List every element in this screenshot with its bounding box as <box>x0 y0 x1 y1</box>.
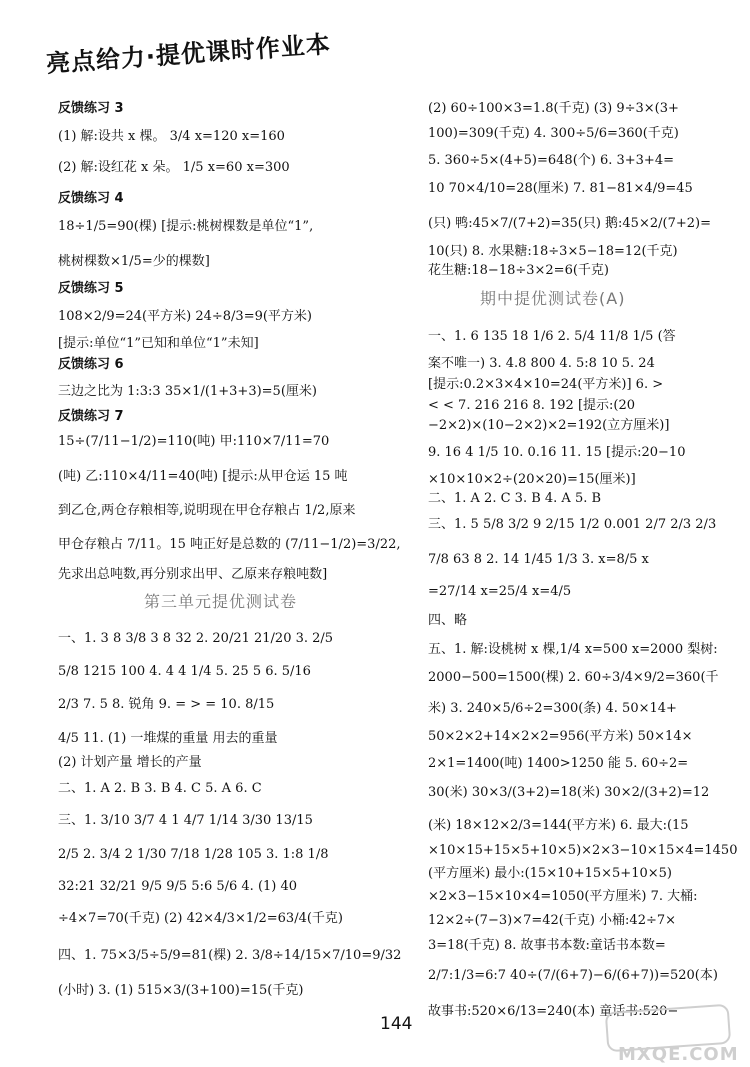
answer-line: 四、1. 75×3/5÷5/9=81(棵) 2. 3/8÷14/15×7/10=9/32 <box>58 948 402 963</box>
answer-line: < < 7. 216 216 8. 192 [提示:(20 <box>428 398 636 413</box>
answer-line: ×10×10×2÷(20×20)=15(厘米)] <box>428 472 636 487</box>
answer-line: 32:21 32/21 9/5 9/5 5:6 5/6 4. (1) 40 <box>58 879 298 894</box>
answer-line: 二、1. A 2. B 3. B 4. C 5. A 6. C <box>58 781 262 796</box>
answer-line: (2) 计划产量 增长的产量 <box>58 755 202 770</box>
answer-line: 15÷(7/11−1/2)=110(吨) 甲:110×7/11=70 <box>58 434 330 449</box>
answer-line: 一、1. 6 135 18 1/6 2. 5/4 11/8 1/5 (答 <box>428 329 676 344</box>
answer-line: [提示:单位“1”已知和单位“1”未知] <box>58 336 259 351</box>
answer-line: 5/8 1215 100 4. 4 4 1/4 5. 25 5 6. 5/16 <box>58 664 311 679</box>
section-title: 期中提优测试卷(A) <box>480 289 626 308</box>
answer-line: 花生糖:18−18÷3×2=6(千克) <box>428 263 609 278</box>
answer-line: [提示:0.2×3×4×10=24(平方米)] 6. > <box>428 377 664 392</box>
answer-line: −2×2)×(10−2×2)×2=192(立方厘米)] <box>428 418 670 433</box>
answer-line: 故事书:520×6/13=240(本) 童话书:520− <box>428 1004 679 1019</box>
answer-line: 案不唯一) 3. 4.8 800 4. 5:8 10 5. 24 <box>428 356 655 371</box>
exercise-heading: 反馈练习 3 <box>58 101 124 116</box>
answer-line: (小时) 3. (1) 515×3/(3+100)=15(千克) <box>58 983 304 998</box>
answer-line: 到乙仓,两仓存粮相等,说明现在甲仓存粮占 1/2,原来 <box>58 503 356 518</box>
answer-line: 108×2/9=24(平方米) 24÷8/3=9(平方米) <box>58 309 313 324</box>
answer-line: 4/5 11. (1) 一堆煤的重量 用去的重量 <box>58 731 278 746</box>
answer-line: (米) 18×12×2/3=144(平方米) 6. 最大:(15 <box>428 818 689 833</box>
answer-line: 2000−500=1500(棵) 2. 60÷3/4×9/2=360(千 <box>428 670 719 685</box>
answer-line: ×10×15+15×5+10×5)×2×3−10×15×4=1450 <box>428 843 738 858</box>
answer-line: (2) 60÷100×3=1.8(千克) (3) 9÷3×(3+ <box>428 101 679 116</box>
answer-line: 2/3 7. 5 8. 锐角 9. = > = 10. 8/15 <box>58 697 275 712</box>
answer-line: 一、1. 3 8 3/8 3 8 32 2. 20/21 21/20 3. 2/5 <box>58 631 334 646</box>
answer-line: 50×2×2+14×2×2=956(平方米) 50×14× <box>428 729 693 744</box>
answer-line: 甲仓存粮占 7/11。15 吨正好是总数的 (7/11−1/2)=3/22, <box>58 537 401 552</box>
answer-line: 2×1=1400(吨) 1400>1250 能 5. 60÷2= <box>428 756 689 771</box>
answer-line: 先求出总吨数,再分别求出甲、乙原来存粮吨数] <box>58 567 328 582</box>
book-title: 亮点给力·提优课时作业本 <box>45 30 332 78</box>
answer-line: 30(米) 30×3/(3+2)=18(米) 30×2/(3+2)=12 <box>428 785 710 800</box>
answer-line: 12×2÷(7−3)×7=42(千克) 小桶:42÷7× <box>428 913 677 928</box>
answer-line: 18÷1/5=90(棵) [提示:桃树棵数是单位“1”, <box>58 219 314 234</box>
answer-line: 二、1. A 2. C 3. B 4. A 5. B <box>428 491 602 506</box>
answer-line: 五、1. 解:设桃树 x 棵,1/4 x=500 x=2000 梨树: <box>428 642 718 657</box>
answer-line: ÷4×7=70(千克) (2) 42×4/3×1/2=63/4(千克) <box>58 911 343 926</box>
watermark-text: MXQE.COM <box>618 1044 739 1065</box>
answer-line: 9. 16 4 1/5 10. 0.16 11. 15 [提示:20−10 <box>428 445 686 460</box>
answer-line: 三边之比为 1:3:3 35×1/(1+3+3)=5(厘米) <box>58 384 317 399</box>
answer-line: 桃树棵数×1/5=少的棵数] <box>58 254 210 269</box>
answer-line: 10 70×4/10=28(厘米) 7. 81−81×4/9=45 <box>428 181 693 196</box>
exercise-heading: 反馈练习 4 <box>58 191 124 206</box>
answer-line: ×2×3−15×10×4=1050(平方厘米) 7. 大桶: <box>428 889 698 904</box>
answer-line: (吨) 乙:110×4/11=40(吨) [提示:从甲仓运 15 吨 <box>58 469 348 484</box>
answer-line: 米) 3. 240×5/6÷2=300(条) 4. 50×14+ <box>428 701 677 716</box>
answer-line: =27/14 x=25/4 x=4/5 <box>428 584 572 599</box>
answer-line: (1) 解:设共 x 棵。 3/4 x=120 x=160 <box>58 129 285 144</box>
answer-line: (只) 鸭:45×7/(7+2)=35(只) 鹅:45×2/(7+2)= <box>428 216 711 231</box>
answer-line: (2) 解:设红花 x 朵。 1/5 x=60 x=300 <box>58 160 290 175</box>
exercise-heading: 反馈练习 5 <box>58 281 124 296</box>
answer-line: 2/5 2. 3/4 2 1/30 7/18 1/28 105 3. 1:8 1/8 <box>58 847 329 862</box>
answer-line: 三、1. 3/10 3/7 4 1 4/7 1/14 3/30 13/15 <box>58 813 313 828</box>
answer-line: 10(只) 8. 水果糖:18÷3×5−18=12(千克) <box>428 244 678 259</box>
exercise-heading: 反馈练习 6 <box>58 357 124 372</box>
answer-line: 3=18(千克) 8. 故事书本数:童话书本数= <box>428 938 666 953</box>
section-title: 第三单元提优测试卷 <box>144 592 298 611</box>
answer-line: 四、略 <box>428 613 468 628</box>
exercise-heading: 反馈练习 7 <box>58 409 124 424</box>
page-number: 144 <box>380 1014 413 1034</box>
watermark-logo <box>606 1008 746 1064</box>
answer-line: 5. 360÷5×(4+5)=648(个) 6. 3+3+4= <box>428 153 674 168</box>
answer-line: 2/7:1/3=6:7 40÷(7/(6+7)−6/(6+7))=520(本) <box>428 968 718 983</box>
answer-line: 100)=309(千克) 4. 300÷5/6=360(千克) <box>428 126 679 141</box>
answer-line: (平方厘米) 最小:(15×10+15×5+10×5) <box>428 866 672 881</box>
answer-line: 7/8 63 8 2. 14 1/45 1/3 3. x=8/5 x <box>428 552 649 567</box>
answer-line: 三、1. 5 5/8 3/2 9 2/15 1/2 0.001 2/7 2/3 2/3 <box>428 517 717 532</box>
